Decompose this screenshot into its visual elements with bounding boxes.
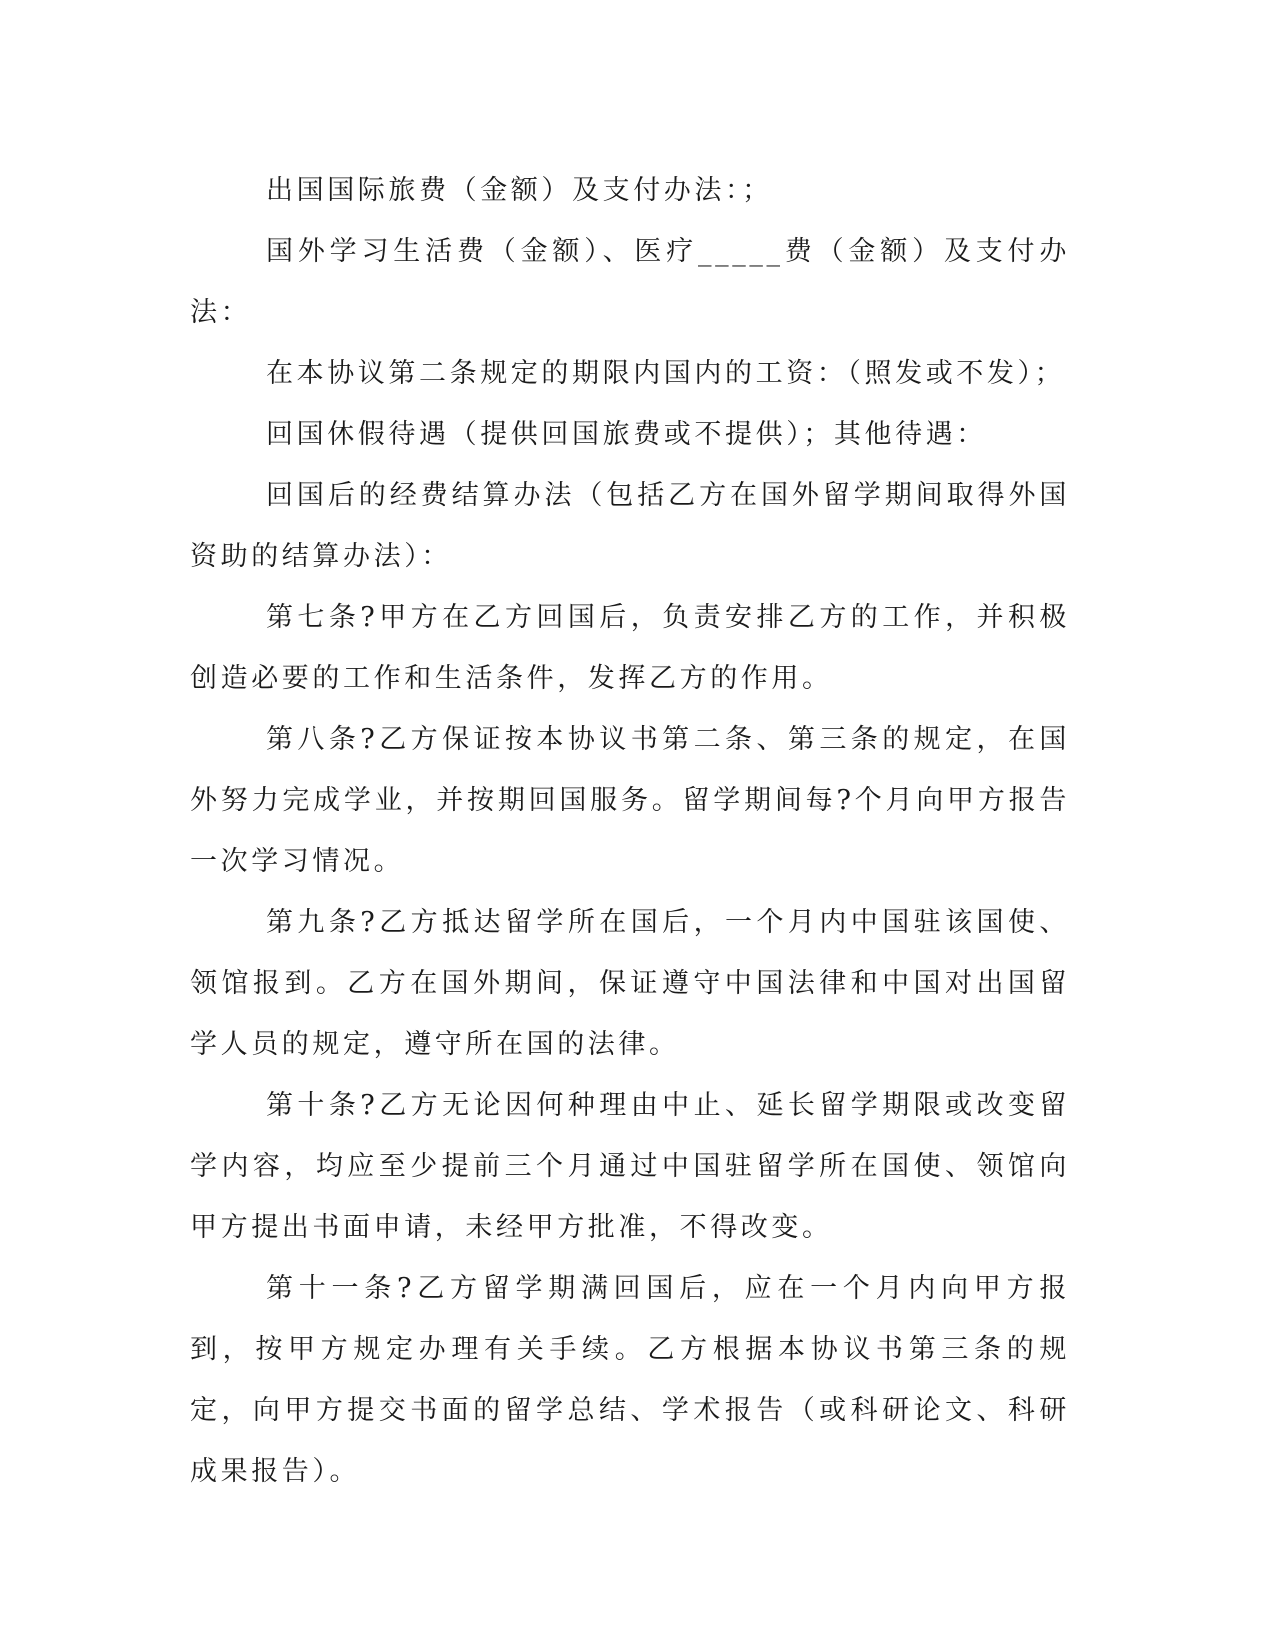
paragraph-article-10: 第十条?乙方无论因何种理由中止、延长留学期限或改变留学内容，均应至少提前三个月通过中国驻留学所在国使、领馆向甲方提出书面申请，未经甲方批准，不得改变。 (190, 1090, 1070, 1243)
paragraph-settlement: 回国后的经费结算办法（包括乙方在国外留学期间取得外国资助的结算办法）： (190, 480, 1070, 572)
paragraph-article-7: 第七条?甲方在乙方回国后，负责安排乙方的工作，并积极创造必要的工作和生活条件，发挥乙方的作用。 (190, 602, 1070, 694)
paragraph-travel-fee: 出国国际旅费（金额）及支付办法：； (266, 175, 773, 206)
paragraph-article-9: 第九条?乙方抵达留学所在国后，一个月内中国驻该国使、领馆报到。乙方在国外期间，保证遵守中国法律和中国对出国留学人员的规定，遵守所在国的法律。 (190, 907, 1070, 1060)
paragraph-article-8: 第八条?乙方保证按本协议书第二条、第三条的规定，在国外努力完成学业，并按期回国服务。留学期间每?个月向甲方报告一次学习情况。 (190, 724, 1070, 877)
paragraph-domestic-salary: 在本协议第二条规定的期限内国内的工资：（照发或不发）； (266, 358, 1066, 389)
paragraph-home-leave: 回国休假待遇（提供回国旅费或不提供）；其他待遇： (266, 419, 987, 450)
paragraph-article-11: 第十一条?乙方留学期满回国后，应在一个月内向甲方报到，按甲方规定办理有关手续。乙方根据本协议书第三条的规定，向甲方提交书面的留学总结、学术报告（或科研论文、科研成果报告）。 (190, 1273, 1070, 1487)
paragraph-living-medical-fee: 国外学习生活费（金额）、医疗_____费（金额）及支付办法： (190, 236, 1070, 328)
document-body (190, 160, 1070, 1502)
